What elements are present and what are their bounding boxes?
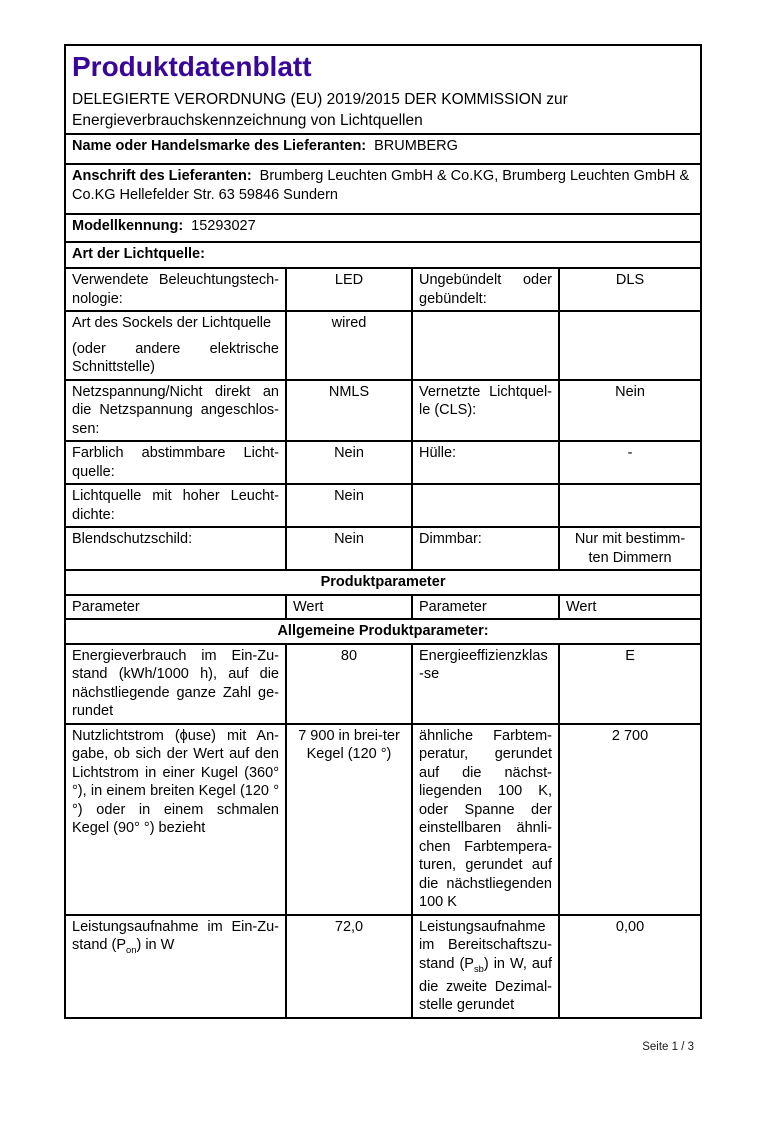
- param-cell: Energieverbrauch im Ein-Zu-stand (kWh/1000 h), auf die nächstliegende ganze Zahl ge-rundet: [65, 644, 286, 724]
- supplier-name-row: [65, 134, 701, 164]
- value-cell: 2 700: [559, 724, 701, 915]
- supplier-name-label: Name oder Handelsmarke des Lieferanten:: [72, 138, 367, 154]
- product-datasheet-table: [64, 44, 702, 1019]
- value-cell: wired: [286, 311, 412, 380]
- value-cell: Nur mit bestimm-ten Dimmern: [559, 527, 701, 570]
- param-cell: Netzspannung/Nicht direkt an die Netzspannung angeschlos-sen:: [65, 380, 286, 442]
- param-cell: Hülle:: [412, 441, 559, 484]
- supplier-address-row: [65, 164, 701, 214]
- product-parameters-section-title: Produktparameter: [65, 570, 701, 595]
- column-header-row: [65, 595, 701, 620]
- value-cell: DLS: [559, 268, 701, 311]
- param-cell: [412, 311, 559, 380]
- table-row: [65, 484, 701, 527]
- document-page: [64, 44, 700, 1019]
- socket-type-line1: Art des Sockels der Lichtquelle: [72, 315, 272, 331]
- value-cell: LED: [286, 268, 412, 311]
- table-row: [65, 311, 701, 380]
- table-row: [65, 380, 701, 442]
- model-id-label: Modellkennung:: [72, 218, 184, 234]
- param-cell: Blendschutzschild:: [65, 527, 286, 570]
- table-row: [65, 441, 701, 484]
- supplier-address-value: Brumberg Leuchten GmbH & Co.KG, Brumberg Leuchten GmbH & Co.KG Hellefelder Str. 63 59846 Sundern: [72, 168, 690, 203]
- table-row: [65, 527, 701, 570]
- param-cell: Ungebündelt oder gebündelt:: [412, 268, 559, 311]
- socket-type-line2: (oder andere elektrische Schnittstelle): [72, 340, 279, 375]
- param-cell: ähnliche Farbtem-peratur, gerundet auf die nächst-liegenden 100 K, oder Spanne der einstellbaren ähnli-chen Farbtempera-turen, gerundet auf die nächstliegenden 100 K: [412, 724, 559, 915]
- column-header-parameter: Parameter: [65, 595, 286, 620]
- value-cell: Nein: [286, 527, 412, 570]
- standby-power-subscript: sb: [473, 962, 484, 974]
- param-cell: Vernetzte Lichtquel-le (CLS):: [412, 380, 559, 442]
- value-cell: Nein: [286, 441, 412, 484]
- model-id-row: [65, 214, 701, 242]
- general-parameters-subsection-title: Allgemeine Produktparameter:: [65, 619, 701, 644]
- value-cell: 0,00: [559, 915, 701, 1018]
- param-cell: Energieeffizienzklas-se: [412, 644, 559, 724]
- power-on-label-suffix: ) in W: [136, 937, 175, 953]
- table-row: [65, 644, 701, 724]
- column-header-wert: Wert: [286, 595, 412, 620]
- table-row: [65, 724, 701, 915]
- column-header-wert: Wert: [559, 595, 701, 620]
- regulation-text: DELEGIERTE VERORDNUNG (EU) 2019/2015 DER KOMMISSION zur Energieverbrauchskennzeichnung von Lichtquellen: [72, 91, 568, 129]
- standby-power-label-suffix: ) in W, auf die zweite Dezimal-stelle gerundet: [419, 955, 552, 1014]
- value-cell: NMLS: [286, 380, 412, 442]
- param-cell: [65, 311, 286, 380]
- supplier-name-value: BRUMBERG: [374, 138, 458, 154]
- value-cell: [559, 311, 701, 380]
- value-cell: 80: [286, 644, 412, 724]
- param-cell: Lichtquelle mit hoher Leucht-dichte:: [65, 484, 286, 527]
- page-title: Produktdatenblatt: [72, 51, 312, 82]
- value-cell: E: [559, 644, 701, 724]
- value-cell: Nein: [286, 484, 412, 527]
- power-on-subscript: on: [126, 943, 137, 955]
- value-cell: -: [559, 441, 701, 484]
- column-header-parameter: Parameter: [412, 595, 559, 620]
- light-source-section-label: Art der Lichtquelle:: [72, 246, 205, 262]
- param-cell: Dimmbar:: [412, 527, 559, 570]
- value-cell: Nein: [559, 380, 701, 442]
- param-cell: [412, 484, 559, 527]
- light-source-section-header: [65, 242, 701, 268]
- title-block: [65, 45, 701, 134]
- table-row: [65, 268, 701, 311]
- model-id-value: 15293027: [191, 218, 256, 234]
- param-cell: Verwendete Beleuchtungstech-nologie:: [65, 268, 286, 311]
- param-cell: [412, 915, 559, 1018]
- supplier-address-label: Anschrift des Lieferanten:: [72, 168, 252, 184]
- value-cell: 7 900 in brei-ter Kegel (120 °): [286, 724, 412, 915]
- page-indicator: Seite 1 / 3: [642, 1040, 694, 1053]
- table-row: [65, 915, 701, 1018]
- standby-power-label-prefix: Leistungsaufnahme im Bereitschaftszu-stand (P: [419, 918, 552, 972]
- param-cell: Nutzlichtstrom (ϕuse) mit An-gabe, ob sich der Wert auf den Lichtstrom in einer Kugel (360° °), in einem breiten Kegel (120 °°) oder in einem schmalen Kegel (90° °) bezieht: [65, 724, 286, 915]
- value-cell: [559, 484, 701, 527]
- value-cell: 72,0: [286, 915, 412, 1018]
- power-on-label-prefix: Leistungsaufnahme im Ein-Zu-stand (P: [72, 918, 279, 953]
- param-cell: [65, 915, 286, 1018]
- param-cell: Farblich abstimmbare Licht-quelle:: [65, 441, 286, 484]
